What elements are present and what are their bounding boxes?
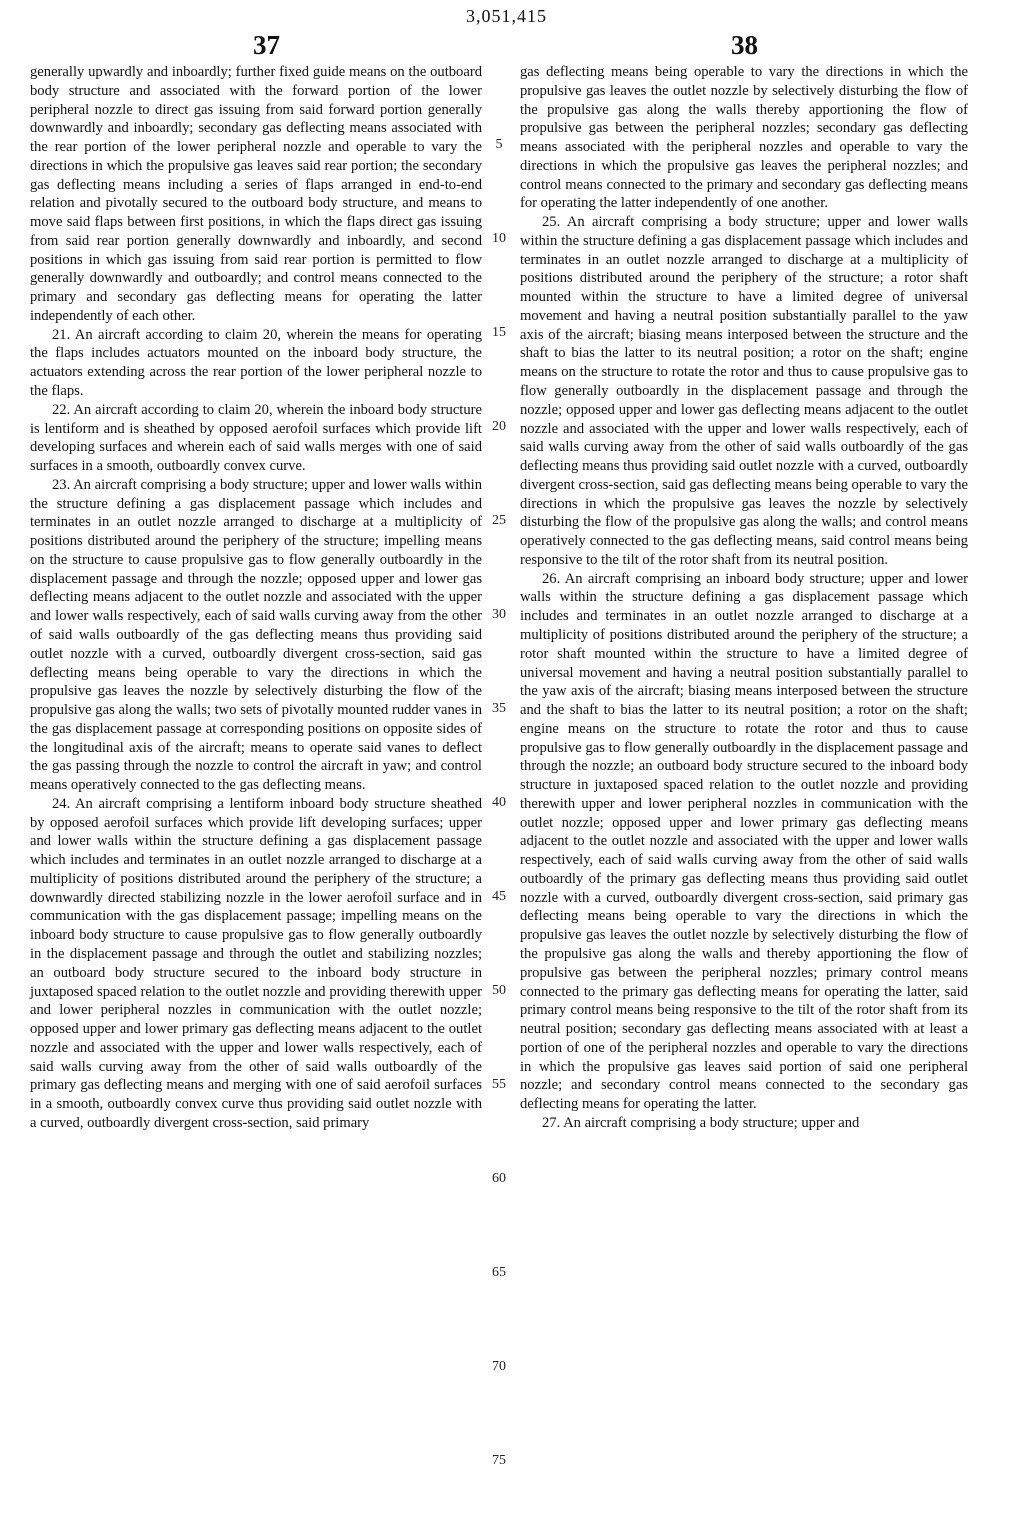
right-page-number: 38: [731, 30, 758, 60]
claim-25: 25. An aircraft comprising a body structure; upper and lower walls within the structure defining a gas displacement passage which includes and terminates in an outlet nozzle arranged to discharge at a multiplicity of positions distributed around the periphery of the structure; a rotor shaft mounted within the structure to have a limited degree of universal movement and having a neutral position substantially parallel to the yaw axis of the aircraft; biasing means interposed between the structure and the shaft to bias the latter to its neutral position; a rotor on the shaft; engine means on the structure to rotate the rotor and thus to cause propulsive gas to flow generally outboardly in the displacement passage and through the nozzle; opposed upper and lower gas deflecting means adjacent to the outlet nozzle and associated with the upper and lower walls respectively, each of said walls curving away from the other of said walls outboardly of the gas deflecting means thus providing said outlet nozzle with a curved, outboardly divergent cross-section, said gas deflecting means being operable to vary the directions in which the propulsive gas leaves the nozzle by selectively disturbing the flow of the propulsive gas along the walls; and control means operatively connected to the gas deflecting means, said control means being responsive to the tilt of the rotor shaft from its neutral position.: [520, 214, 968, 568]
line-number: 45: [492, 889, 506, 904]
line-number: 55: [492, 1077, 506, 1092]
line-number: 50: [492, 983, 506, 998]
patent-number: 3,051,415: [466, 6, 547, 26]
line-number: 40: [492, 795, 506, 810]
line-number: 60: [492, 1171, 506, 1186]
line-number: 35: [492, 701, 506, 716]
line-number: 75: [492, 1453, 506, 1468]
claim-24: 24. An aircraft comprising a lentiform inboard body structure sheathed by opposed aerofoil surfaces which provide lift developing surfaces; upper and lower walls within the structure defining a gas displacement passage which includes and terminates in an outlet nozzle arranged to discharge at a multiplicity of positions distributed around the periphery of the structure; a downwardly directed stabilizing nozzle in the lower aerofoil surface and in communication with the gas displacement passage; impelling means on the inboard body structure to cause propulsive gas to flow generally outboardly in the displacement passage and through the outlet and stabilizing nozzles; an outboard body structure secured to the inboard body structure in juxtaposed spaced relation to the outlet nozzle and providing therewith upper and lower peripheral nozzles in communication with the outlet nozzle; opposed upper and lower primary gas deflecting means adjacent to the outlet nozzle and associated with the upper and lower walls respectively, each of said walls curving away from the other of said walls outboardly of the primary gas deflecting means and merging with one of said aerofoil surfaces in a smooth, outboardly convex curve thus providing said outlet nozzle with a curved, outboardly divergent cross-section, said primary: [30, 795, 482, 1131]
line-number: 10: [492, 231, 506, 246]
left-page-number: 37: [253, 30, 280, 60]
claim-26: 26. An aircraft comprising an inboard body structure; upper and lower walls within the structure defining a gas displacement passage which includes and terminates in an outlet nozzle arranged to discharge at a multiplicity of positions distributed around the periphery of the structure; a rotor shaft mounted within the structure to have a limited degree of universal movement and having a neutral position substantially parallel to the yaw axis of the aircraft; biasing means interposed between the structure and the shaft to bias the latter to its neutral position; a rotor on the shaft; engine means on the structure to rotate the rotor and thus to cause propulsive gas to flow generally outboardly in the displacement passage and through the nozzle; an outboard body structure secured to the inboard body structure in juxtaposed spaced relation to the outlet nozzle and providing therewith upper and lower peripheral nozzles in communication with the outlet nozzle; opposed upper and lower primary gas deflecting means adjacent to the outlet nozzle and associated with the upper and lower walls respectively, each of said walls curving away from the other of said walls outboardly of the primary gas deflecting means thus providing said outlet nozzle with a curved, outboardly divergent cross-section, said primary gas deflecting means being operable to vary the directions in which the propulsive gas leaves the outlet nozzle by selectively disturbing the flow of the propulsive gas along the walls and thereby apportioning the flow of propulsive gas between the peripheral nozzles; primary control means connected to the primary gas deflecting means for operating the latter, said primary control means being responsive to the tilt of the rotor shaft from its neutral position; secondary gas deflecting means associated with at least a portion of one of the peripheral nozzles and operable to vary the directions in which the propulsive gas leaves said portion of said one peripheral nozzle; and secondary control means connected to the secondary gas deflecting means for operating the latter.: [520, 570, 968, 1113]
claim-20-continuation: generally upwardly and inboardly; further fixed guide means on the outboard body structure and associated with the forward portion of the lower peripheral nozzle to direct gas issuing from said forward portion generally downwardly and inboardly; secondary gas deflecting means associated with the rear portion of the lower peripheral nozzle and operable to vary the directions in which the propulsive gas leaves said rear portion; the secondary gas deflecting means including a series of flaps arranged in end-to-end relation and pivotally secured to the outboard body structure, and means to move said flaps between first positions, in which the flaps direct gas issuing from said rear portion generally downwardly and inboardly, and second positions in which gas issuing from said rear portion is permitted to flow generally downwardly and outboardly; and control means connected to the primary and secondary gas deflecting means for operating the latter independently of each other.: [30, 64, 482, 324]
claim-27: 27. An aircraft comprising a body structure; upper and: [542, 1114, 860, 1131]
line-number: 15: [492, 325, 506, 340]
left-column: [30, 63, 482, 1133]
line-number: 5: [495, 137, 503, 152]
line-number: 25: [492, 513, 506, 528]
claim-21: 21. An aircraft according to claim 20, wherein the means for operating the flaps includes actuators mounted on the inboard body structure, the actuators extending across the rear portion of the lower peripheral nozzle to the flaps.: [30, 326, 482, 400]
line-number: 65: [492, 1265, 506, 1280]
line-number: 20: [492, 419, 506, 434]
claim-23: 23. An aircraft comprising a body structure; upper and lower walls within the structure defining a gas displacement passage which includes and terminates in an outlet nozzle arranged to discharge at a multiplicity of positions distributed around the periphery of the structure; impelling means on the structure to cause propulsive gas to flow generally outboardly in the displacement passage and through the nozzle; opposed upper and lower gas deflecting means adjacent to the outlet nozzle and associated with the upper and lower walls respectively, each of said walls curving away from the other of said walls outboardly of the gas deflecting means thus providing said outlet nozzle with a curved, outboardly divergent cross-section, said gas deflecting means being operable to vary the directions in which the propulsive gas leaves the nozzle by selectively disturbing the flow of the propulsive gas along the walls; two sets of pivotally mounted rudder vanes in the gas displacement passage at corresponding positions on opposite sides of the longitudinal axis of the aircraft; means to operate said vanes to deflect the gas passing through the nozzle to control the aircraft in yaw; and control means operatively connected to the gas deflecting means.: [30, 476, 482, 794]
line-number: 70: [492, 1359, 506, 1374]
right-column: [520, 63, 968, 1133]
claim-24-continuation: gas deflecting means being operable to vary the directions in which the propulsive gas leaves the outlet nozzle by selectively disturbing the flow of the propulsive gas along the walls thereby apportioning the flow of propulsive gas between the peripheral nozzles; secondary gas deflecting means associated with the peripheral nozzles and operable to vary the directions in which the propulsive gas leaves the peripheral nozzles; and control means connected to the primary and secondary gas deflecting means for operating the latter independently of one another.: [520, 64, 968, 212]
line-number: 30: [492, 607, 506, 622]
claim-22: 22. An aircraft according to claim 20, wherein the inboard body structure is lentiform and is sheathed by opposed aerofoil surfaces which provide lift developing surfaces and wherein each of said walls merges with one of said surfaces in a smooth, outboardly convex curve.: [30, 401, 482, 475]
